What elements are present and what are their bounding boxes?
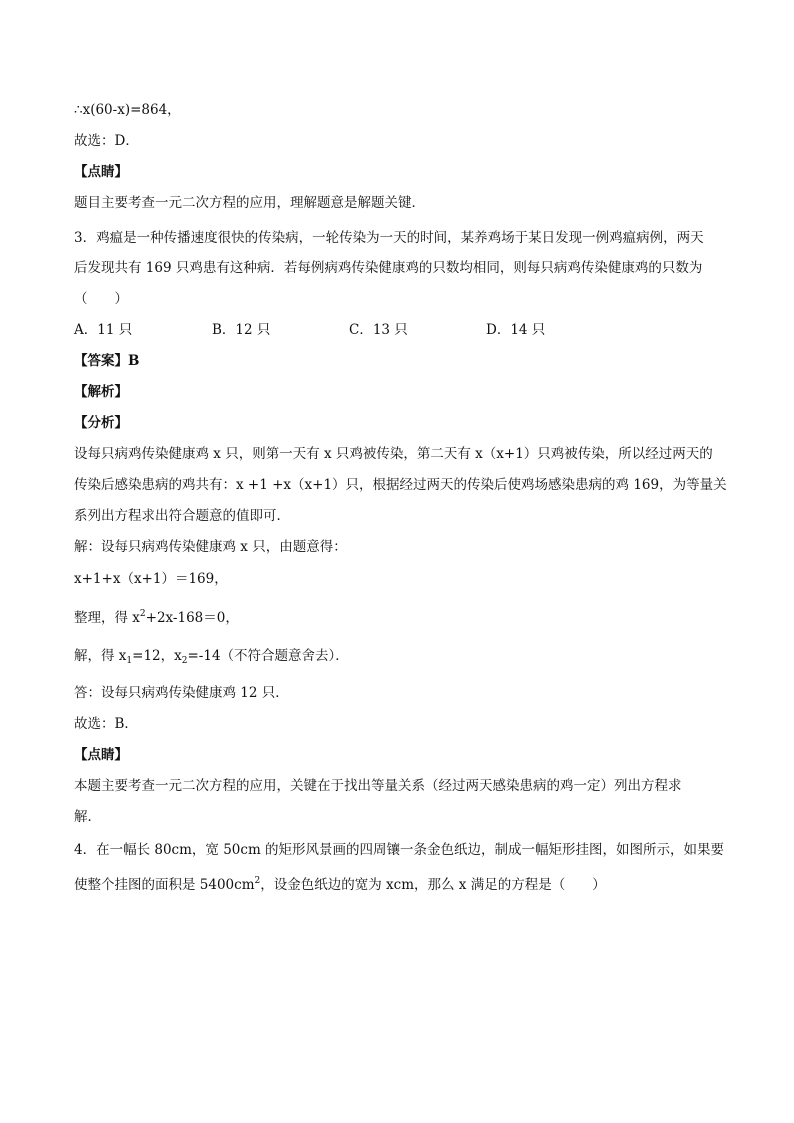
question-4-line-1: 4．在一幅长 80cm，宽 50cm 的矩形风景画的四周镶一条金色纸边，制成一幅矩形挂图，如图所示，如果要 <box>74 842 725 858</box>
comment-heading-2: 【点睛】 <box>74 747 128 763</box>
analysis-heading: 【解析】 <box>74 384 128 400</box>
question-4-line-2: 使整个挂图的面积是 $5400cm^2$，设金色纸边的宽为 xcm，那么 x 满足的方程是（ ） <box>74 876 606 893</box>
analysis-subheading: 【分析】 <box>74 415 128 431</box>
comment-2-line-2: 解． <box>74 809 101 825</box>
comment-text: 题目主要考查一元二次方程的应用，理解题意是解题关键． <box>74 195 425 211</box>
solution-roots: 解，得 $x_1=12$，$x_2=-14$（不符合题意舍去）． <box>74 648 349 666</box>
options-row <box>74 321 724 339</box>
analysis-line-2: 传染后感染患病的鸡共有：x +1 +x（x+1）只，根据经过两天的传染后使鸡场感染患病的鸡 169，为等量关 <box>74 477 727 493</box>
analysis-line-3: 系列出方程求出符合题意的值即可． <box>74 508 290 524</box>
solution-simplify: 整理，得 $x^2+2x-168=0$， <box>74 609 239 626</box>
solution-equation: x+1+x（x+1）＝169， <box>74 571 228 587</box>
comment-2-line-1: 本题主要考查一元二次方程的应用，关键在于找出等量关系（经过两天感染患病的鸡一定）列出方程求 <box>74 778 682 794</box>
answer-heading: 【答案】B <box>74 353 140 369</box>
equation-line: ∴x(60-x)=864， <box>74 102 181 118</box>
solution-answer: 答：设每只病鸡传染健康鸡 12 只． <box>74 685 289 701</box>
option-a: A．11 只 <box>74 322 133 338</box>
solution-choice: 故选：B． <box>74 716 138 732</box>
option-c: C．13 只 <box>349 322 408 338</box>
question-3-line-2: 后发现共有 169 只鸡患有这种病．若每例病鸡传染健康鸡的只数均相同，则每只病鸡传染健康鸡的只数为 <box>74 260 703 276</box>
answer-choice-line: 故选：D． <box>74 133 139 149</box>
section-heading-comment: 【点睛】 <box>74 164 128 180</box>
analysis-line-1: 设每只病鸡传染健康鸡 x 只，则第一天有 x 只鸡被传染，第二天有 x（x+1）只鸡被传染，所以经过两天的 <box>74 446 713 462</box>
option-d: D．14 只 <box>486 322 546 338</box>
option-b: B．12 只 <box>212 322 271 338</box>
question-3-line-1: 3．鸡瘟是一种传播速度很快的传染病，一轮传染为一天的时间，某养鸡场于某日发现一例鸡瘟病例，两天 <box>74 230 704 246</box>
solution-line-1: 解：设每只病鸡传染健康鸡 x 只，由题意得： <box>74 539 347 555</box>
question-3-blank: （ ） <box>74 291 128 307</box>
